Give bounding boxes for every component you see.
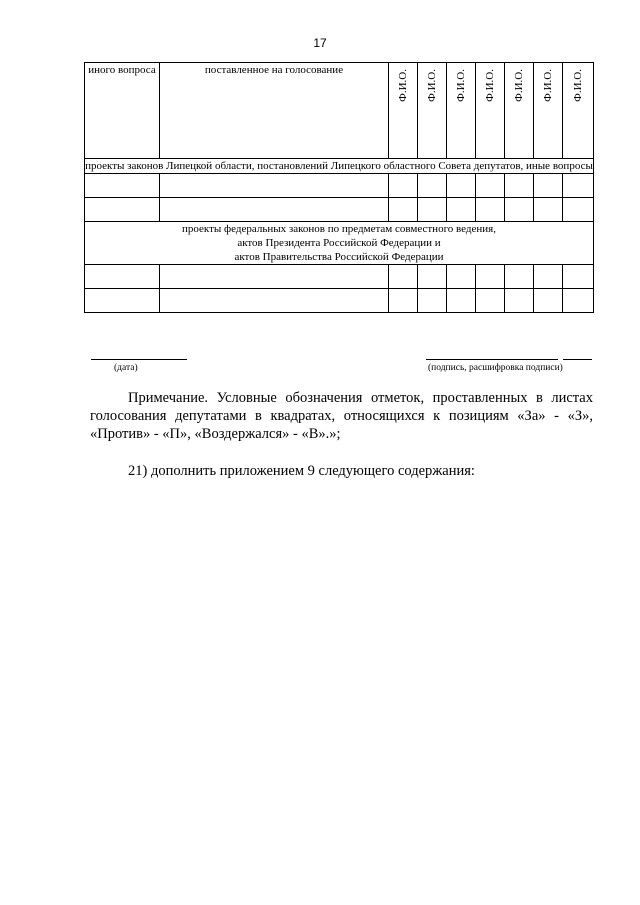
header-fio-cell <box>476 63 505 159</box>
header-fio-cell <box>447 63 476 159</box>
table-row <box>85 265 594 289</box>
signature-line <box>426 359 558 360</box>
table-cell[interactable] <box>505 265 534 289</box>
section-line: актов Президента Российской Федерации и <box>237 237 441 249</box>
table-cell[interactable] <box>563 265 594 289</box>
table-cell[interactable] <box>534 289 563 313</box>
table-cell[interactable] <box>447 265 476 289</box>
table-cell[interactable] <box>505 198 534 222</box>
table-cell[interactable] <box>563 174 594 198</box>
fio-label: Ф.И.О. <box>397 69 409 102</box>
table-cell[interactable] <box>418 198 447 222</box>
fio-label: Ф.И.О. <box>455 69 467 102</box>
table-cell[interactable] <box>563 289 594 313</box>
table-cell[interactable] <box>418 289 447 313</box>
fio-label: Ф.И.О. <box>572 69 584 102</box>
table-cell[interactable] <box>85 174 160 198</box>
section-line: проекты федеральных законов по предметам совместного ведения, <box>182 223 496 235</box>
section-line: актов Правительства Российской Федерации <box>234 251 444 263</box>
table-cell[interactable] <box>160 198 389 222</box>
table-cell[interactable] <box>389 289 418 313</box>
table-cell[interactable] <box>389 198 418 222</box>
note-paragraph: Примечание. Условные обозначения отметок, проставленных в листах голосования депутатами в квадратах, относящихся к позициям «За» - «З», «Против» - «П», «Воздержался» - «В».»; <box>90 390 593 442</box>
section-row-regional <box>85 159 594 174</box>
table-cell[interactable] <box>476 289 505 313</box>
table-header-row <box>85 63 594 159</box>
table-cell[interactable] <box>160 265 389 289</box>
table-cell[interactable] <box>476 198 505 222</box>
voting-table <box>84 62 594 313</box>
header-fio-cell <box>418 63 447 159</box>
table-cell[interactable] <box>447 198 476 222</box>
table-cell[interactable] <box>476 174 505 198</box>
header-fio-cell <box>534 63 563 159</box>
date-caption: (дата) <box>114 363 138 373</box>
signature-line-short <box>563 359 592 360</box>
table-cell[interactable] <box>418 174 447 198</box>
fio-label: Ф.И.О. <box>484 69 496 102</box>
table-cell[interactable] <box>447 289 476 313</box>
table-cell[interactable] <box>85 265 160 289</box>
table-cell[interactable] <box>563 198 594 222</box>
table-row <box>85 174 594 198</box>
section-title-regional: проекты законов Липецкой области, постановлений Липецкого областного Совета депутатов, иные вопросы <box>85 160 593 172</box>
date-line <box>91 359 187 360</box>
section-row-federal <box>85 222 594 265</box>
table-cell[interactable] <box>160 174 389 198</box>
table-cell[interactable] <box>476 265 505 289</box>
table-cell[interactable] <box>505 174 534 198</box>
fio-label: Ф.И.О. <box>426 69 438 102</box>
table-row <box>85 198 594 222</box>
table-cell[interactable] <box>85 289 160 313</box>
table-cell[interactable] <box>534 265 563 289</box>
fio-label: Ф.И.О. <box>542 69 554 102</box>
table-row <box>85 289 594 313</box>
page-number: 17 <box>313 36 327 50</box>
header-proposal-cell: поставленное на голосование <box>160 63 389 159</box>
header-fio-cell <box>563 63 594 159</box>
header-fio-cell <box>505 63 534 159</box>
table-cell[interactable] <box>534 174 563 198</box>
table-cell[interactable] <box>418 265 447 289</box>
table-cell[interactable] <box>447 174 476 198</box>
table-cell[interactable] <box>389 265 418 289</box>
table-cell[interactable] <box>160 289 389 313</box>
fio-label: Ф.И.О. <box>513 69 525 102</box>
section-title-federal <box>85 222 594 265</box>
signature-caption: (подпись, расшифровка подписи) <box>428 363 563 373</box>
header-fio-cell <box>389 63 418 159</box>
header-question-cell: иного вопроса <box>85 63 160 159</box>
table-cell[interactable] <box>389 174 418 198</box>
table-cell[interactable] <box>505 289 534 313</box>
item-21-paragraph: 21) дополнить приложением 9 следующего содержания: <box>128 463 475 479</box>
table-cell[interactable] <box>85 198 160 222</box>
table-cell[interactable] <box>534 198 563 222</box>
